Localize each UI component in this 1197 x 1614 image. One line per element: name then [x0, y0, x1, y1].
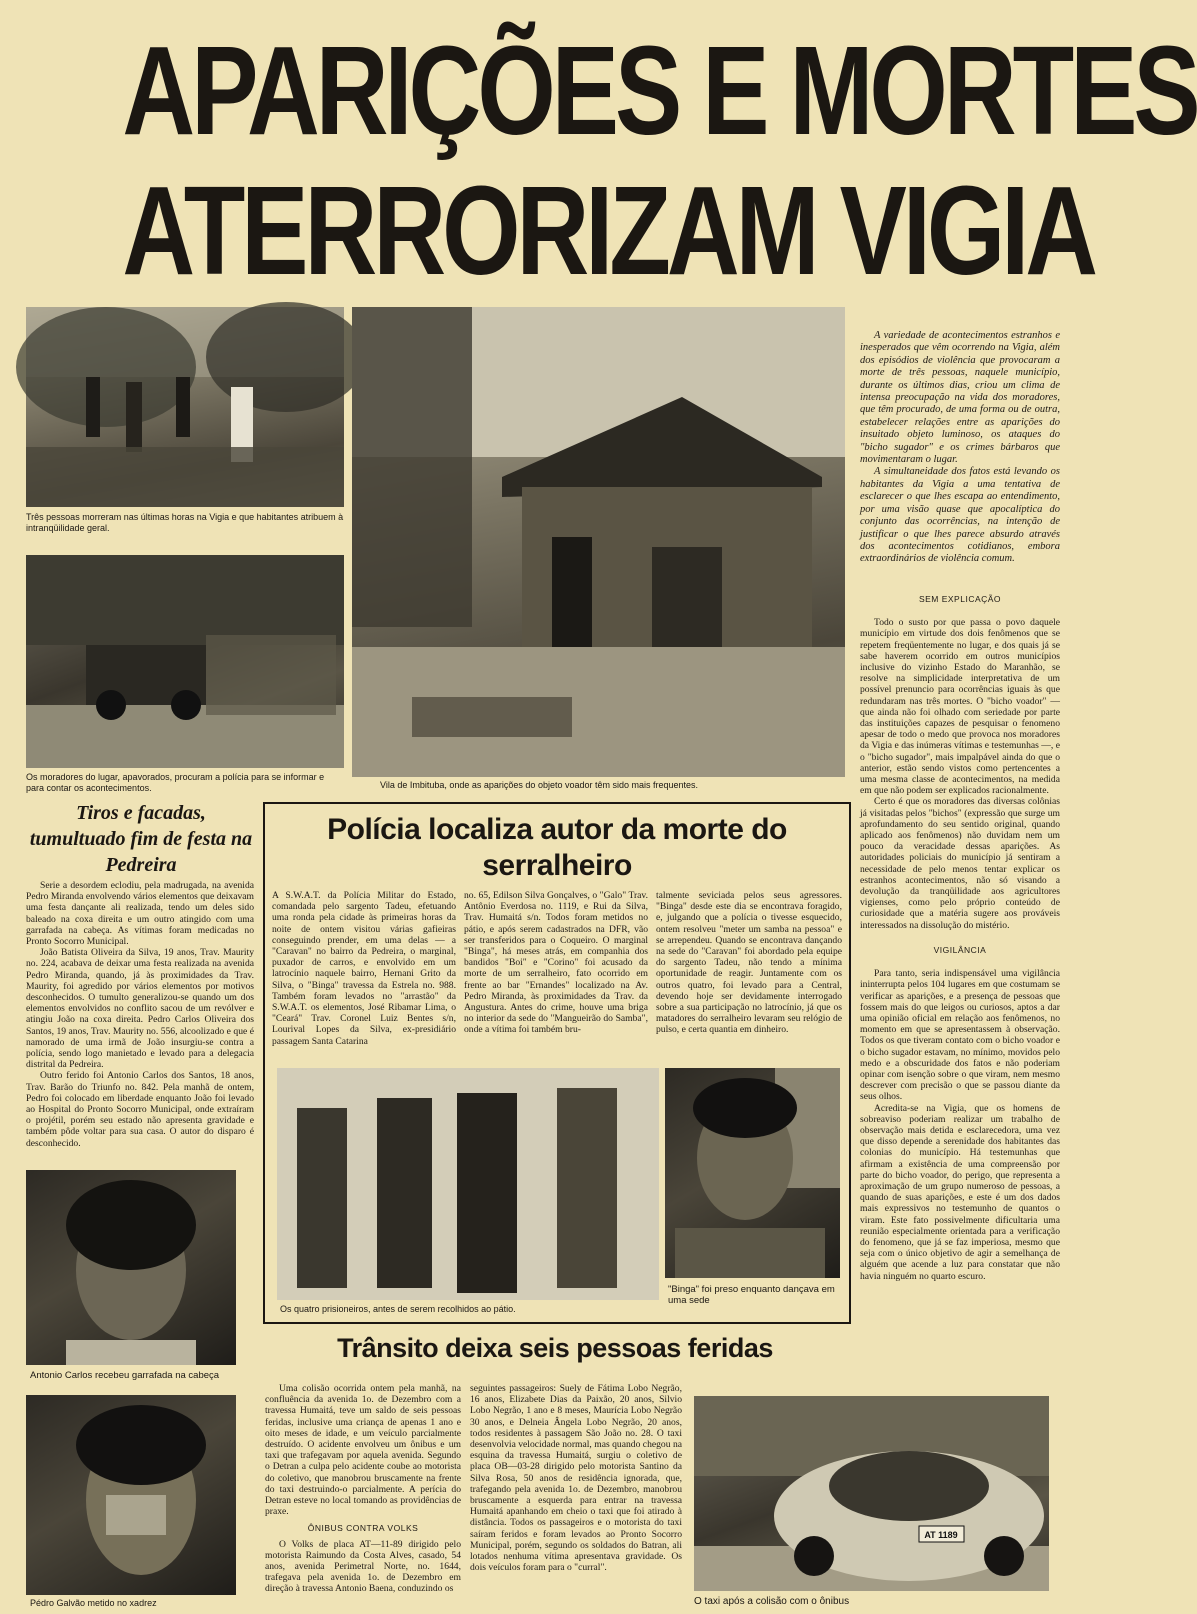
right-column: [860, 580, 1060, 1282]
caption-taxi: O taxi após a colisão com o ônibus: [694, 1596, 850, 1607]
subhead-vigilancia: VIGILÂNCIA: [933, 944, 987, 955]
photo-jeep-crowd: [26, 555, 344, 768]
policia-col-1: A S.W.A.T. da Polícia Militar do Estado, comandada pelo sargento Tadeu, efetuando uma ronda pela cidade às primeiras horas da noite de ontem visitou várias gafieiras conseguindo prender, em uma delas — a "Caravan" no bairro da Pedreira, o marginal, puxador de carros, e envolvido em um latrocínio naquele bairro, Hernani Grito da Silva, o "Binga" travessa da Estrela no. 988. Também foram levados no "arrastão" da S.W.A.T. os elementos, José Ribamar Lima, o "Ceará" Trav. Coronel Luiz Bentes s/n, Lourival Lopes da Silva, ex-presidiário passagem Santa Catarina: [272, 890, 456, 1047]
tiros-paragraph-3: Outro ferido foi Antonio Carlos dos Santos, 18 anos, Trav. Barão do Triunfo no. 842. Pela manhã de ontem, Pedro foi colocado em liberdade enquanto João foi levado ao Hospital do Pronto Socorro Municipal, onde extraíram o projétil, porém seu estado não apresenta gravidade e também pôde voltar para sua casa. O autor do disparo é desconhecido.: [26, 1070, 254, 1149]
photo-prisoners: [277, 1068, 659, 1300]
transito-col-2: seguintes passageiros: Suely de Fátima Lobo Negrão, 16 anos, Elizabete Dias da Paixão, 20 anos, Silvio Lobo Negrão, 1 ano e 8 meses, Maurícia Lobo Negrão 30 anos, e Delneia Ângela Lobo Negrão, 20 anos, todos residentes à passagem São João no. 28. O taxi desenvolvia velocidade normal, mas quando chegou na esquina da travessa Humaitá, surgiu o coletivo de placa OB—03-28 dirigido pelo motorista Santino da Silva Rosa, 50 anos de residência ignorada, que, trafegando pela avenida 1o. de Dezembro, manobrou bruscamente a esquerda para entrar na travessa Humaitá apanhando em cheio o taxi que foi atirado à distância. Todos os passageiros e o motorista do taxi saíram feridos e foram levados ao Pronto Socorro Municipal, porém, segundo os soldados do Batran, ali lotados nenhuma vítima apresentava gravidade. Os dois veículos foram para o "curral".: [470, 1383, 682, 1574]
subhead-onibus-volks: ÔNIBUS CONTRA VOLKS: [307, 1523, 419, 1534]
headline-line-2: ATERRORIZAM VIGIA: [122, 160, 1095, 301]
right-paragraph-3: Para tanto, seria indispensável uma vigilância ininterrupta pelos 104 lugares em que costumam se verificar as aparições, e a presença de pessoas que fossem mais do que leigos ou curiosos, aptos a dar uma opinião oficial em relação aos fenômenos, no momento em que se apresentassem à observação. Todos os que tiveram contato com o bicho voador e o bicho sugador estavam, no mínimo, movidos pelo medo e a obscuridade dos fatos e não poderiam opinar com isenção sobre o que viram, nem mesmo descrever com precisão o que se passou diante da seus olhos.: [860, 968, 1060, 1103]
subhead-sem-explicacao: SEM EXPLICAÇÃO: [918, 594, 1002, 604]
intro-paragraph-2: A simultaneidade dos fatos está levando os habitantes da Vigia a uma tentativa de esclarecer o que lhes escapa ao entendimento, por uma visão quase que apocalíptica do conjunto das ocorrências, na intenção de justificar o que lhes parece absurdo através dos acontecimentos cotidianos, embora extraordinários de violência comum.: [860, 466, 1060, 565]
tiros-paragraph-2: João Batista Oliveira da Silva, 19 anos, Trav. Maurity no. 224, acabava de deixar uma festa realizada na avenida Pedro Miranda, quando, já às proximidades da Trav. Maurity, foi agredido por vários elementos por motivos desconhecidos. O tumulto generalizou-se quando um dos elementos envolvidos no conflito sacou de um revólver e atingiu João na coxa direita. Pedro Carlos Oliveira dos Santos, 19 anos, Trav. Maurity no. 556, alcoolizado e que é namorado de uma irmã de João insurgiu-se contra a polícia, sendo logo manietado e levado para a delegacia distrital da Pedreira.: [26, 947, 254, 1071]
tiros-body: [26, 880, 254, 1149]
intro-text: [860, 330, 1060, 566]
intro-paragraph-1: A variedade de acontecimentos estranhos e inesperados que vêm ocorrendo na Vigia, além dos episódios de violência que provocaram a morte de três pessoas, naquele município, durante os últimos dias, criou um clima de intensa preocupação na vida dos moradores, que têm procurado, de uma forma ou de outra, estabelecer relações entre as aparições do insuitado objeto luminoso, os ataques do "bicho sugador" e os crimes bárbaros que movimentaram o lugar.: [860, 330, 1060, 466]
right-paragraph-1: Todo o susto por que passa o povo daquele município em virtude dos dois fenômenos que se repetem freqüentemente no lugar, e dos quais já se sabe haverem ocorrido em outros municípios inclusive do vizinho Estado do Maranhão, se resolve na simplicidade interpretativa de um possível prenuncio para ocorrências iguais às que redundaram nas três mortes. O "bicho voador" — que ainda não foi olhado com seriedade por parte das instituições capazes de pesquisar o fenomeno apesar de todo o medo que provoca nos moradores da Vigia e das inúmeras vítimas e testemunhas —, e o "bicho sugador", mais impalpável ainda do que o anterior, estão sendo vistos como pertencentes a uma mesma classe de acontecimentos, na medida em que não podem ser explicados racionalmente.: [860, 617, 1060, 797]
caption-rescue: Três pessoas morreram nas últimas horas na Vigia e que habitantes atribuem à intranqüilidade geral.: [26, 512, 344, 533]
policia-title: Polícia localiza autor da morte do serralheiro: [327, 813, 787, 882]
photo-rescue-group: [26, 307, 344, 507]
taxi-plate: AT 1189: [924, 1530, 958, 1540]
caption-pedro: Pédro Galvão metido no xadrez: [30, 1598, 157, 1608]
photo-binga: [665, 1068, 840, 1278]
photo-vila-imbituba: [352, 307, 845, 777]
transito-paragraph-1: Uma colisão ocorrida ontem pela manhã, na confluência da avenida 1o. de Dezembro com a travessa Humaitá, teve um saldo de seis pessoas feridas, inclusive uma criança de apenas 1 ano e oito meses de idade, e um veículo parcialmente destruído. O acidente envolveu um ônibus e um taxi que trafegavam por aquela avenida. Segundo o Detran a culpa pelo acidente coube ao motorista do coletivo, que manobrou bruscamente na frente do taxi destruindo-o parcialmente. A perícia do Detran esteve no local tomando as providências de praxe.: [265, 1383, 461, 1518]
tiros-paragraph-1: Serie a desordem eclodiu, pela madrugada, na avenida Pedro Miranda envolvendo vários elementos que deixavam uma festa dançante ali realizada, tendo um deles sido baleado na coxa direita e um outro atingido com uma garrafada na cabeça. As vítimas foram medicadas no Pronto Socorro Municipal.: [26, 880, 254, 948]
photo-pedro: [26, 1395, 236, 1595]
tiros-title: Tiros e facadas, tumultuado fim de festa na Pedreira: [29, 802, 253, 876]
policia-col-2: no. 65, Edilson Silva Gonçalves, o "Galo" Trav. Antônio Everdosa no. 1119, e Rui da Silva, Trav. Humaitá s/n. Todos foram metidos no pátio, e após serem cadastrados na DFR, vão ser transferidos para o Coqueiro. O marginal "Binga", há meses atrás, em companhia dos bandidos "Boi" e "Corino" foi acusado da morte de um serralheiro, fato ocorrido em frente ao bar "Ernandes" localizado na Av. Pedro Miranda, às proximidades da Trav. da Angustura. Antes do crime, houve uma briga no interior da sede do "Mangueirão do Samba", onde a vítima foi também bru-: [464, 890, 648, 1036]
policia-col-3: talmente seviciada pelos seus agressores. "Binga" desde este dia se encontrava foragido, e, julgando que a polícia o tivesse esquecido, ontem resolveu "meter um samba na pessoa" e se arrependeu. Quando se encontrava dançando na sede do "Caravan" foi abordado pela equipe do sargento Tadeu, não tendo a mínima oportunidade de reagir. Juntamente com os outros quatro, foi levado para a Central, devendo hoje ser devidamente interrogado sobre a sua participação no latrocínio, já que os matadores do serralheiro levaram seu relógio de pulso, e certa quantia em dinheiro.: [656, 890, 842, 1036]
caption-vila: Vila de Imbituba, onde as aparições do objeto voador têm sido mais frequentes.: [380, 780, 699, 790]
headline-line-1: APARIÇÕES E MORTES: [122, 20, 1197, 161]
transito-paragraph-2: O Volks de placa AT—11-89 dirigido pelo motorista Raimundo da Costa Alves, casado, 54 anos, avenida Perimetral Norte, no. 1644, trafegava pela avenida 1o. de Dezembro em direção à travessa Antonio Baena, conduzindo os: [265, 1538, 461, 1595]
transito-col-1: [265, 1383, 461, 1595]
photo-antonio: [26, 1170, 236, 1365]
caption-jeep: Os moradores do lugar, apavorados, procuram a polícia para se informar e para contar os acontecimentos.: [26, 772, 325, 793]
caption-antonio: Antonio Carlos recebeu garrafada na cabeça: [30, 1370, 220, 1381]
caption-binga: "Binga" foi preso enquanto dançava em uma sede: [668, 1284, 835, 1306]
right-paragraph-4: Acredita-se na Vigia, que os homens de sobreaviso poderiam realizar um trabalho de observação mais detida e esclarecedora, uma vez que disso depende a serenidade dos habitantes das colonias do município. Há testemunhas que afirmam a existência de uma compreensão por parte do bicho voador, do perigo, que representa a aproximação de um grupo numeroso de pessoas, a quando de suas aparições, e este é um dos dados mais expressivos no testemunho de quantos o viram. Este fato possivelmente dificultaria uma reunião especialmente orientada para a verificação do fenomeno, que já se faz imperiosa, mesmo que seja com o único objetivo de agir a semelhança de alguém que acende a luz para constatar que não havia ninguém no quarto escuro.: [860, 1102, 1060, 1282]
right-paragraph-2: Certo é que os moradores das diversas colônias já visitadas pelos "bichos" (expressão que surge um aprofundamento do seu sentido original, quando aplicado aos fenômenos) não duvidam nem um pouco da veracidade dessas aparições. As autoridades policiais do município já sentiram a necessidade de pelo menos tentar explicar os estranhos acontecimentos, não só visando a devolução da tranqüilidade aos agricultores vigienses, como pelo próprio conteúdo de curiosidade que a matéria sugere aos prováveis interessados na dissolução do mistério.: [860, 796, 1060, 931]
caption-prisoners: Os quatro prisioneiros, antes de serem recolhidos ao pátio.: [280, 1304, 516, 1314]
photo-taxi: [694, 1396, 1049, 1591]
transito-title: Trânsito deixa seis pessoas feridas: [337, 1333, 773, 1363]
